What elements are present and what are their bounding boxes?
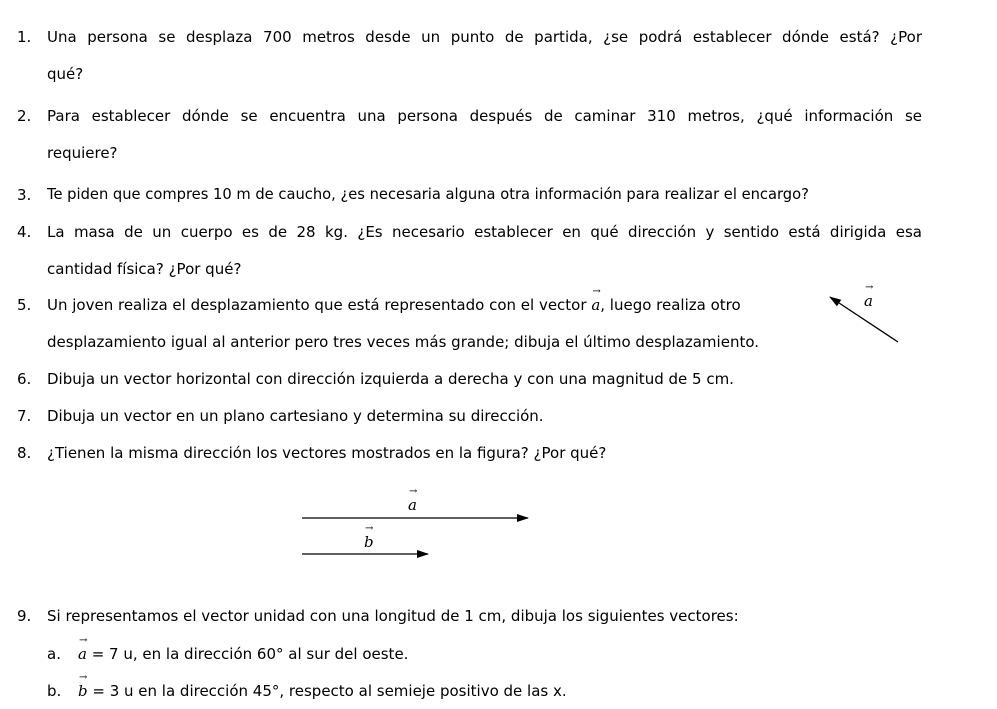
sub-item-b-letter: b. — [47, 682, 62, 700]
figure-8-vector-a-label: → a — [408, 486, 418, 514]
question-1-text-cont: qué? — [47, 65, 84, 83]
question-4-number: 4. — [17, 223, 32, 241]
question-1-text: Una persona se desplaza 700 metros desde un punto de partida, ¿se podrá establecer dónde está? ¿Por — [47, 28, 922, 46]
vector-arrow-icon: → — [865, 282, 874, 293]
sub-item-a-text: = 7 u, en la dirección 60° al sur del oeste. — [86, 645, 409, 663]
figure-5-vector-a-label: → a — [864, 282, 874, 310]
question-6-number: 6. — [17, 370, 32, 388]
question-3-text: Te piden que compres 10 m de caucho, ¿es necesaria alguna otra información para realizar el encargo? — [47, 186, 809, 203]
question-9-number: 9. — [17, 607, 32, 625]
question-8-number: 8. — [17, 444, 32, 462]
vector-arrow-icon: → — [409, 486, 418, 497]
figure-8-vector-b-label: → b — [364, 523, 374, 551]
question-7-text: Dibuja un vector en un plano cartesiano y determina su dirección. — [47, 407, 544, 425]
question-2-text-cont: requiere? — [47, 144, 118, 162]
question-5-text-cont: desplazamiento igual al anterior pero tres veces más grande; dibuja el último desplazamiento. — [47, 333, 760, 351]
question-5-text-pre: Un joven realiza el desplazamiento que está representado con el vector — [47, 296, 587, 314]
vector-a-inline: → a — [78, 635, 88, 663]
vector-arrow-icon: → — [79, 672, 88, 683]
question-9-text: Si representamos el vector unidad con una longitud de 1 cm, dibuja los siguientes vectores: — [47, 607, 739, 625]
question-6-text: Dibuja un vector horizontal con dirección izquierda a derecha y con una magnitud de 5 cm. — [47, 370, 734, 388]
question-2-number: 2. — [17, 107, 32, 125]
vector-b-inline: → b — [78, 672, 88, 700]
sub-item-a-letter: a. — [47, 645, 61, 663]
vector-arrow-icon: → — [79, 635, 88, 646]
question-5-number: 5. — [17, 296, 32, 314]
question-2-text: Para establecer dónde se encuentra una persona después de caminar 310 metros, ¿qué información se — [47, 107, 922, 125]
question-7-number: 7. — [17, 407, 32, 425]
vector-arrow-icon: → — [365, 523, 374, 534]
sub-item-b-text: = 3 u en la dirección 45°, respecto al semieje positivo de las x. — [87, 682, 567, 700]
vector-arrow-icon: → — [592, 286, 601, 297]
vector-a-symbol: a — [591, 296, 601, 314]
question-3-number: 3. — [17, 186, 32, 204]
question-8-text: ¿Tienen la misma dirección los vectores mostrados en la figura? ¿Por qué? — [47, 444, 607, 462]
question-4-text-cont: cantidad física? ¿Por qué? — [47, 260, 242, 278]
question-4-text: La masa de un cuerpo es de 28 kg. ¿Es necesario establecer en qué dirección y sentido está dirigida esa — [47, 223, 922, 241]
question-1-number: 1. — [17, 28, 32, 46]
question-5-text-post: , luego realiza otro — [600, 296, 741, 314]
figure-5-vector-a-arrow — [830, 297, 898, 342]
